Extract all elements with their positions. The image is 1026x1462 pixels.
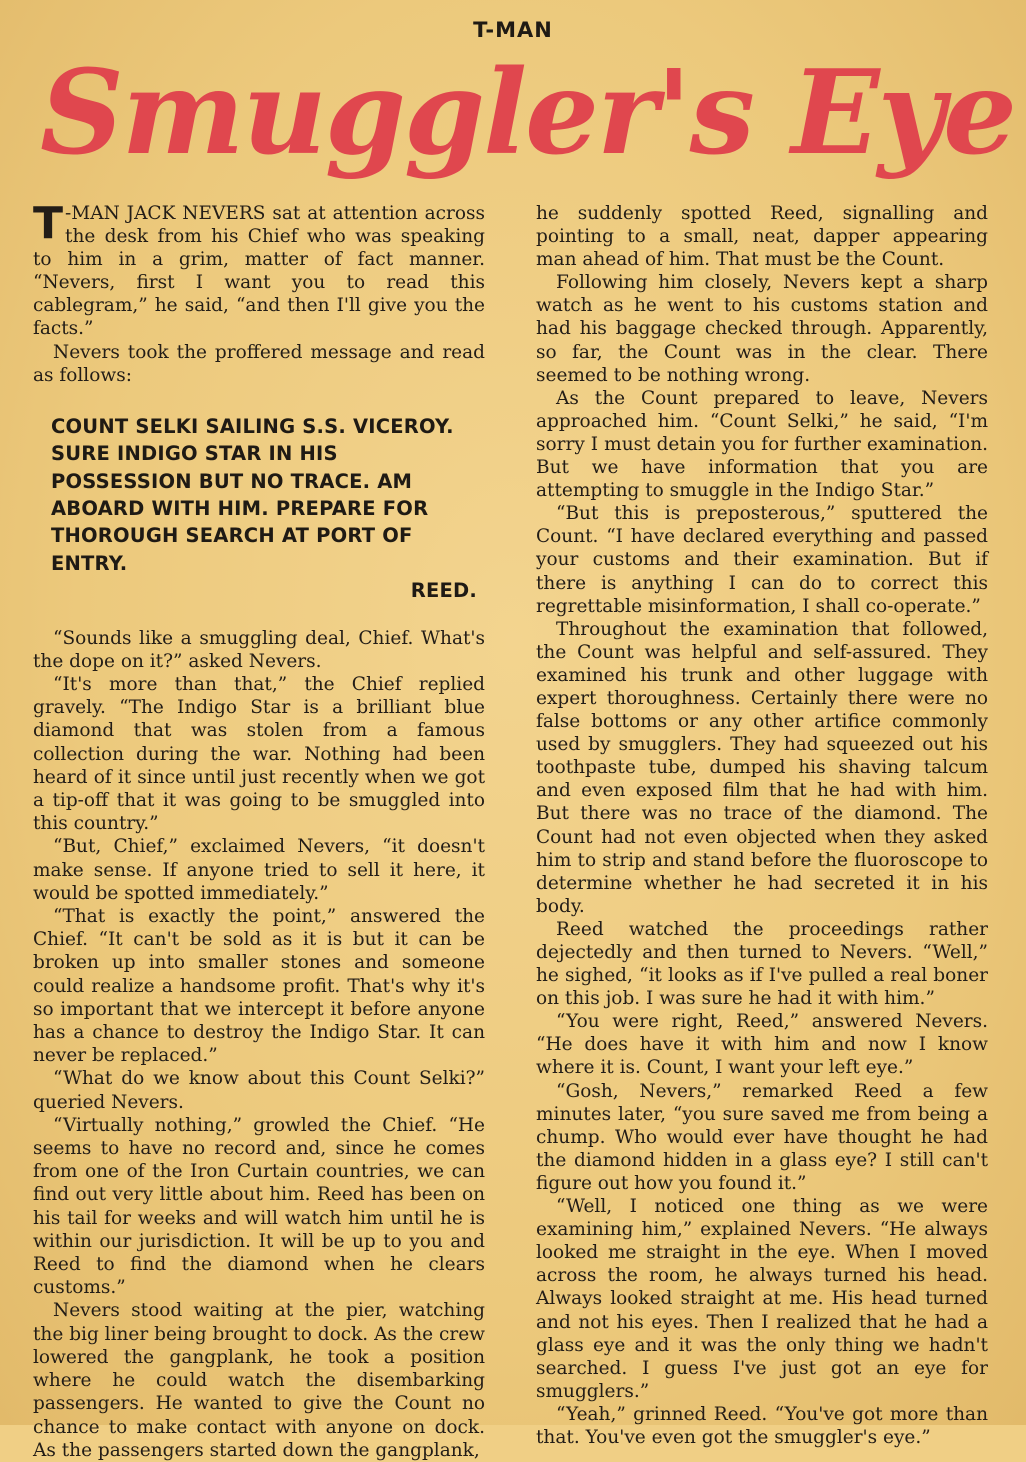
story-paragraph: Reed watched the proceedings rather dejectedly and then turned to Nevers. “Well,” he sighed, “it looks as if I've pulled a real boner on this job. I was sure he had it with him.” [536, 918, 988, 1010]
story-paragraph: “Sounds like a smuggling deal, Chief. What's the dope on it?” asked Nevers. [33, 627, 485, 672]
left-column [33, 198, 485, 1462]
story-paragraph: he suddenly spotted Reed, signalling and pointing to a small, neat, dapper appearing man ahead of him. That must be the Count. [536, 203, 988, 271]
story-paragraph [33, 198, 485, 341]
story-paragraph: “You were right, Reed,” answered Nevers. “He does have it with him and now I know where it is. Count, I want your left eye.” [536, 1011, 988, 1079]
intro-text: -MAN JACK NEVERS sat at attention across the desk from his Chief who was speaking to him in a grim, matter of fact manner. “Nevers, first I want you to read this cablegram,” he said, “and then I'll give you the facts.” [33, 203, 485, 340]
cablegram-text: COUNT SELKI SAILING S.S. VICEROY. SURE INDIGO STAR IN HIS POSSESSION BUT NO TRACE. AM ABOARD WITH HIM. PREPARE FOR THOROUGH SEARCH AT PORT OF ENTRY. [51, 414, 454, 575]
story-paragraph: Nevers stood waiting at the pier, watching the big liner being brought to dock. As the crew lowered the gangplank, he took a position where he could watch the disembarking passengers. He wanted to give the Count no chance to make contact with anyone on dock. As the passengers started down the gangplank, [33, 1300, 485, 1461]
story-paragraph: “Yeah,” grinned Reed. “You've got more than that. You've even got the smuggler's eye.” [536, 1403, 988, 1448]
story-paragraph: Throughout the examination that followed, the Count was helpful and self-assured. They examined his trunk and other luggage with expert thoroughness. Certainly there were no false bottoms or any other artifice commonly used by smugglers. They had squeezed out his toothpaste tube, dumped his shaving talcum and even exposed film that he had with him. But there was no trace of the diamond. The Count had not even objected when they asked him to strip and stand before the fluoroscope to determine whether he had secreted it in his body. [536, 618, 988, 917]
right-column [536, 202, 988, 1449]
story-paragraph: “It's more than that,” the Chief replied gravely. “The Indigo Star is a brilliant blue diamond that was stolen from a famous collection during the war. Nothing had been heard of it since until just recently when we got a tip-off that it was going to be smuggled into this country.” [33, 674, 485, 835]
story-paragraph: “But, Chief,” exclaimed Nevers, “it doesn't make sense. If anyone tried to sell it here, it would be spotted immediately.” [33, 836, 485, 904]
story-paragraph: “Gosh, Nevers,” remarked Reed a few minutes later, “you sure saved me from being a chump. Who would ever have thought he had the diamond hidden in a glass eye? I still can't figure out how you found it.” [536, 1080, 988, 1194]
story-paragraph: “What do we know about this Count Selki?” queried Nevers. [33, 1068, 485, 1113]
story-paragraph: Nevers took the proffered message and read as follows: [33, 341, 485, 386]
story-paragraph: “Well, I noticed one thing as we were examining him,” explained Nevers. “He always looked me straight in the eye. When I moved across the room, he always turned his head. Always looked straight at me. His head turned and not his eyes. Then I realized that he had a glass eye and it was the only thing we hadn't searched. I guess I've just got an eye for smugglers.” [536, 1196, 988, 1402]
story-paragraph: As the Count prepared to leave, Nevers approached him. “Count Selki,” he said, “I'm sorry I must detain you for further examination. But we have information that you are attempting to smuggle in the Indigo Star.” [536, 387, 988, 502]
story-paragraph: Following him closely, Nevers kept a sharp watch as he went to his customs station and had his baggage checked through. Apparently, so far, the Count was in the clear. There seemed to be nothing wrong. [536, 272, 988, 386]
drop-cap: T [33, 198, 64, 249]
story-paragraph: “But this is preposterous,” sputtered the Count. “I have declared everything and passed your customs and their examination. But if there is anything I can do to correct this regrettable misinformation, I shall co-operate.” [536, 503, 988, 617]
story-title: Smuggler's Eye [40, 45, 1015, 181]
story-paragraph: “That is exactly the point,” answered the Chief. “It can't be sold as it is but it can be broken up into smaller stones and someone could realize a handsome profit. That's why it's so important that we intercept it before anyone has a chance to destroy the Indigo Star. It can never be replaced.” [33, 906, 485, 1067]
series-header: T-MAN [473, 18, 553, 42]
cablegram [51, 413, 481, 605]
cablegram-signature: REED. [410, 579, 477, 603]
story-paragraph: “Virtually nothing,” growled the Chief. “He seems to have no record and, since he comes from one of the Iron Curtain countries, we can find out very little about him. Reed has been on his tail for weeks and will watch him until he is within our jurisdiction. It will be up to you and Reed to find the diamond when he clears customs.” [33, 1114, 485, 1299]
